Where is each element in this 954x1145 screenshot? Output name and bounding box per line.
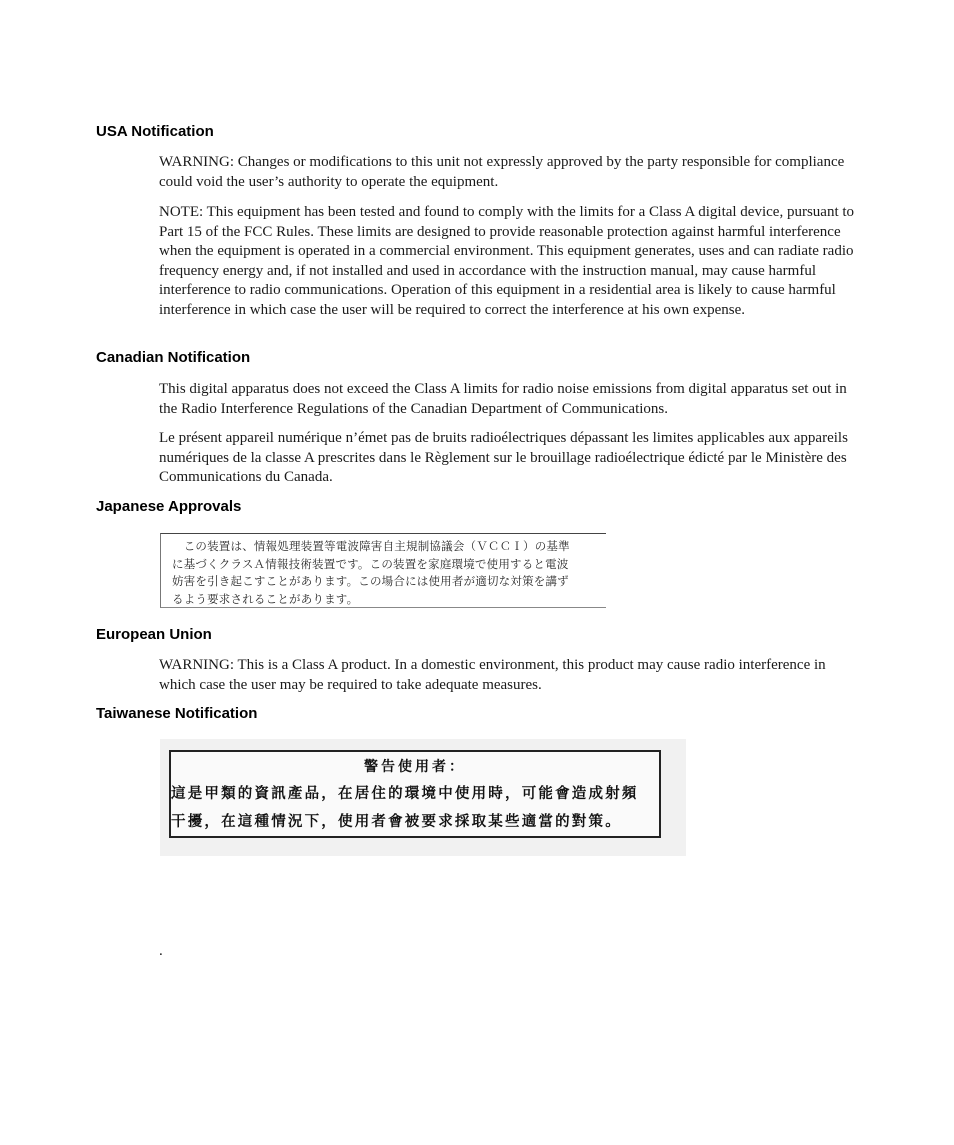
taiwanese-notification-heading: Taiwanese Notification — [96, 705, 258, 722]
canadian-notification-heading: Canadian Notification — [96, 349, 251, 366]
taiwan-notice-line-1: 這是甲類的資訊產品，在居住的環境中使用時，可能會造成射頻 — [171, 786, 639, 802]
eu-warning-paragraph: WARNING: This is a Class A product. In a domestic environment, this product may cause radio interference in which case the user may be required to take adequate measures. — [159, 657, 826, 693]
taiwan-notice-title: 警告使用者： — [364, 759, 466, 775]
trailing-period: . — [159, 943, 163, 959]
usa-notification-heading: USA Notification — [96, 123, 214, 140]
taiwan-notice-line-2: 干擾，在這種情況下，使用者會被要求採取某些適當的對策。 — [171, 814, 622, 830]
usa-warning-paragraph: WARNING: Changes or modifications to this unit not expressly approved by the party responsible for compliance could void the user’s authority to operate the equipment. — [159, 154, 845, 190]
usa-fcc-note-paragraph: NOTE: This equipment has been tested and found to comply with the limits for a Class A digital device, pursuant to Part 15 of the FCC Rules. These limits are designed to provide reasonable protection against harmful interference when the equipment is operated in a commercial environment. This equipment generates, uses and can radiate radio frequency energy and, if not installed and used in accordance with the instruction manual, may cause harmful interference to radio communications. Operation of this equipment in a residential area is likely to cause harmful interference in which case the user will be required to correct the interference at his own expense. — [159, 204, 855, 318]
taiwan-notice-frame — [169, 750, 661, 838]
vcci-notice-text: この装置は、情報処理装置等電波障害自主規制協議会（ＶＣＣＩ）の基準 に基づくクラスＡ情報技術装置です。この装置を家庭環境で使用すると電波 妨害を引き起こすことがあります。この場合には使用者が適切な対策を講ず るよう要求されることがあります。 — [172, 539, 570, 606]
canadian-french-paragraph: Le présent appareil numérique n’émet pas de bruits radioélectriques dépassant les limites applicables aux appareils numériques de la classe A prescrites dans le Règlement sur le brouillage radioélectrique édicté par le Ministère des Communications du Canada. — [159, 430, 848, 485]
vcci-notice-image — [160, 533, 606, 608]
japanese-approvals-heading: Japanese Approvals — [96, 498, 242, 515]
taiwan-notice-image — [160, 739, 686, 856]
canadian-english-paragraph: This digital apparatus does not exceed the Class A limits for radio noise emissions from digital apparatus set out in the Radio Interference Regulations of the Canadian Department of Communications. — [159, 381, 847, 417]
european-union-heading: European Union — [96, 626, 212, 643]
